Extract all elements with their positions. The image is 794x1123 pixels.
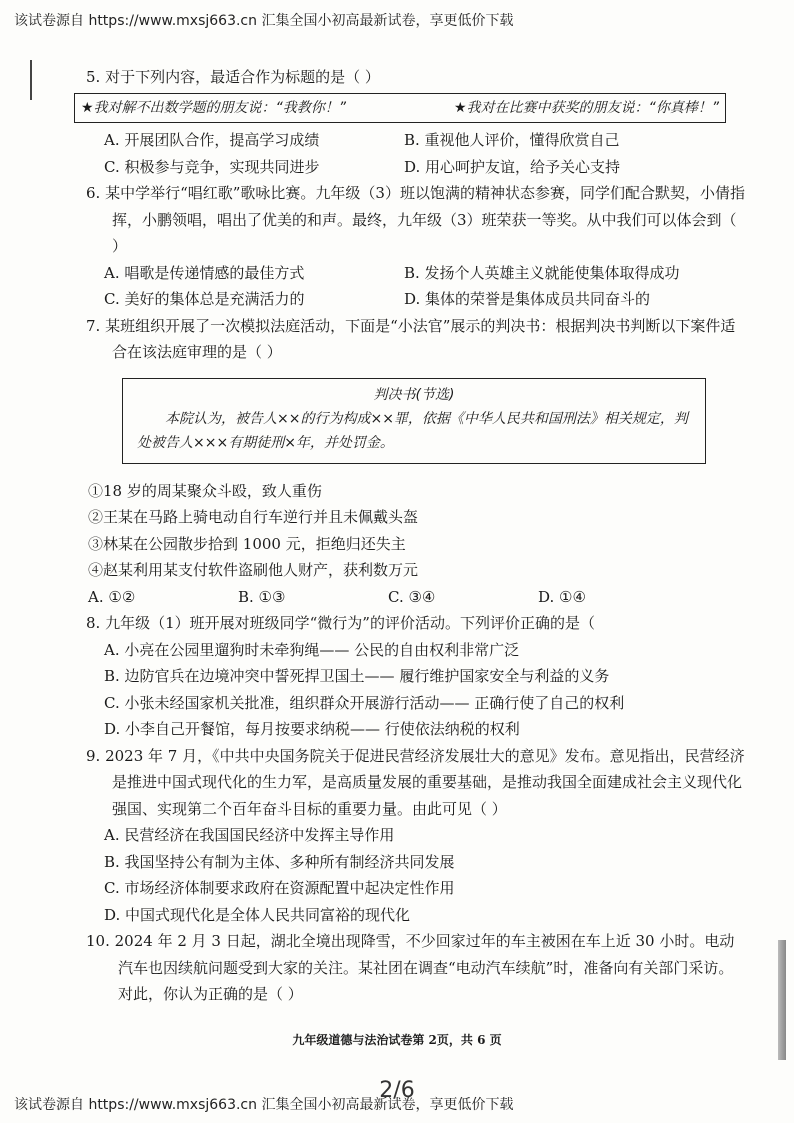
- question-7-stem: 7. 某班组织开展了一次模拟法庭活动，下面是“小法官”展示的判决书：根据判决书判断以下案件适合在该法庭审理的是（ ）: [86, 316, 736, 361]
- option-a: A. ①②: [88, 587, 136, 606]
- option-d: D. 中国式现代化是全体人民共同富裕的现代化: [104, 905, 411, 924]
- option-b: B. ①③: [238, 587, 286, 606]
- option-a: A. 民营经济在我国国民经济中发挥主导作用: [104, 826, 395, 844]
- option-d: D. 小李自己开餐馆，每月按要求纳税—— 行使依法纳税的权利: [104, 720, 520, 738]
- question-9-stem: 9. 2023 年 7 月，《中共中央国务院关于促进民营经济发展壮大的意见》发布。意见指出，民营经济是推进中国式现代化的生力军，是高质量发展的重要基础，是推动我国全面建成社会主义现代化强国、实现第二个百年奋斗目标的重要力量。由此可见（ ）: [86, 746, 745, 818]
- options-row: [86, 584, 746, 611]
- source-banner-top: 该试卷源自 https://www.mxsj663.cn 汇集全国小初高最新试卷，享更低价下载: [14, 13, 514, 29]
- option-a: A. 开展团队合作，提高学习成绩: [104, 131, 320, 149]
- question-content: [81, 64, 746, 1008]
- question-5-stem: 5. 对于下列内容，最适合作为标题的是（ ）: [86, 68, 380, 86]
- question-5: [81, 64, 746, 180]
- question-6: [86, 180, 746, 313]
- verdict-excerpt-box: [122, 378, 706, 464]
- option-b: B. 发扬个人英雄主义就能使集体取得成功: [404, 263, 680, 282]
- question-8: [86, 610, 746, 743]
- option-a: A. 小亮在公园里遛狗时未牵狗绳—— 公民的自由权利非常广泛: [104, 640, 520, 659]
- question-8-stem: 8. 九年级（1）班开展对班级同学“微行为”的评价活动。下列评价正确的是（: [86, 614, 595, 632]
- case-item-1: ①18 岁的周某聚众斗殴，致人重伤: [88, 481, 322, 500]
- case-item-3: ③林某在公园散步拾到 1000 元，拒绝归还失主: [88, 534, 406, 553]
- verdict-body: 本院认为，被告人××的行为构成××罪，依据《中华人民共和国刑法》相关规定，判处被告人×××有期徒刑×年，并处罚金。: [137, 410, 688, 451]
- question-7: [86, 313, 746, 611]
- options-row: [86, 260, 746, 287]
- page-number: 2/6: [379, 1078, 415, 1103]
- scan-edge-mark: [30, 60, 32, 100]
- option-c: C. 小张未经国家机关批准，组织群众开展游行活动—— 正确行使了自己的权利: [104, 693, 625, 712]
- question-10: [86, 928, 746, 1008]
- options-row: [86, 154, 746, 181]
- option-d: D. 集体的荣誉是集体成员共同奋斗的: [404, 290, 651, 308]
- case-item-2: ②王某在马路上骑电动自行车逆行并且未佩戴头盔: [88, 508, 419, 526]
- option-c: C. 市场经济体制要求政府在资源配置中起决定性作用: [104, 879, 455, 897]
- option-b: B. 边防官兵在边境冲突中誓死捍卫国土—— 履行维护国家安全与利益的义务: [104, 667, 610, 685]
- options-row: [86, 286, 746, 313]
- verdict-title: 判决书(节选): [373, 386, 455, 403]
- option-c: C. 积极参与竞争，实现共同进步: [104, 157, 320, 176]
- case-item-4: ④赵某利用某支付软件盗刷他人财产，获利数万元: [88, 561, 419, 579]
- option-a: A. 唱歌是传递情感的最佳方式: [104, 263, 305, 282]
- question-6-stem: 6. 某中学举行“唱红歌”歌咏比赛。九年级（3）班以饱满的精神状态参赛，同学们配合默契，小倩指挥，小鹏领唱，唱出了优美的和声。最终，九年级（3）班荣获一等奖。从中我们可以体会到（ ）: [86, 184, 745, 255]
- page-footer: 九年级道德与法治试卷第 2页，共 6 页: [292, 1033, 502, 1047]
- quote-right: ★我对在比赛中获奖的朋友说：“你真棒！”: [453, 99, 719, 116]
- option-c: C. ③④: [388, 587, 436, 606]
- options-row: [86, 127, 746, 154]
- source-banner-bottom: 该试卷源自 https://www.mxsj663.cn 汇集全国小初高最新试卷，享更低价下载: [14, 1097, 514, 1113]
- question-10-stem: 10. 2024 年 2 月 3 日起，湖北全境出现降雪，不少回家过年的车主被困在车上近 30 小时。电动汽车也因续航问题受到大家的关注。某社团在调查“电动汽车续航”时，准备向有关部门采访。对此，你认为正确的是（ ）: [86, 932, 735, 1003]
- quote-left: ★我对解不出数学题的朋友说：“我教你！”: [81, 99, 347, 116]
- option-d: D. 用心呵护友谊，给予关心支持: [404, 157, 621, 176]
- option-d: D. ①④: [538, 587, 586, 606]
- option-b: B. 重视他人评价，懂得欣赏自己: [404, 131, 620, 149]
- option-b: B. 我国坚持公有制为主体、多种所有制经济共同发展: [104, 852, 455, 871]
- question-9: [86, 743, 746, 929]
- question-5-quote-box: [74, 93, 726, 124]
- option-c: C. 美好的集体总是充满活力的: [104, 290, 305, 308]
